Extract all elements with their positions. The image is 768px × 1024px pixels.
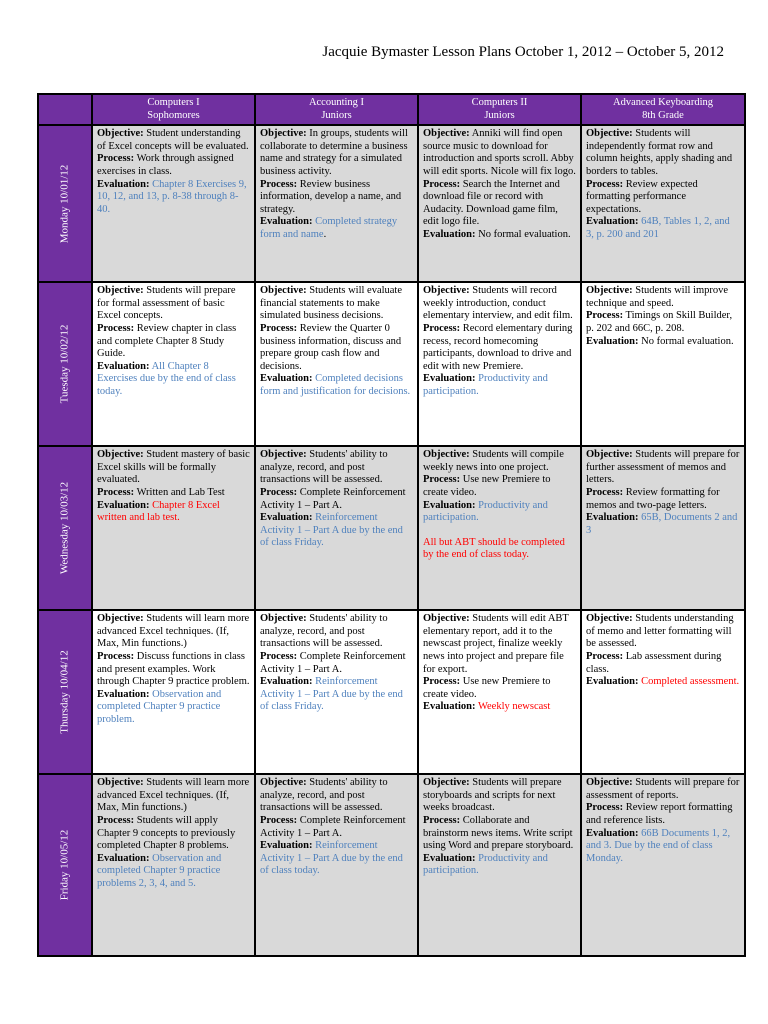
column-name: Advanced Keyboarding — [612, 97, 713, 108]
process-label: Process: — [97, 650, 135, 662]
objective-text: Students' ability to analyze, record, and post transactions will be assessed. — [260, 449, 388, 486]
day-row-thursday — [38, 610, 745, 774]
evaluation-text: Completed strategy form and name — [260, 216, 398, 240]
column-name: Computers I — [147, 97, 200, 108]
page-title: Jacquie Bymaster Lesson Plans October 1, 2012 – October 5, 2012 — [322, 44, 724, 60]
process-label: Process: — [97, 153, 135, 165]
evaluation-label: Evaluation: — [97, 852, 150, 864]
process-text: Complete Reinforcement Activity 1 – Part A. — [260, 814, 406, 839]
objective-text: Students will learn more advanced Excel techniques. (If, Max, Min functions.) — [97, 777, 250, 814]
evaluation-text: No formal evaluation. — [478, 228, 571, 240]
objective-label: Objective: — [260, 613, 307, 625]
objective-label: Objective: — [423, 285, 470, 297]
lesson-cell — [255, 610, 418, 774]
column-header-advanced-keyboarding — [581, 94, 745, 125]
evaluation-label: Evaluation: — [586, 827, 639, 839]
objective-label: Objective: — [586, 613, 633, 625]
evaluation-label: Evaluation: — [423, 701, 476, 713]
lesson-cell — [418, 774, 581, 956]
objective-text: Students' ability to analyze, record, and post transactions will be assessed. — [260, 777, 388, 814]
evaluation-label: Evaluation: — [97, 499, 150, 511]
objective-label: Objective: — [586, 128, 633, 140]
process-label: Process: — [97, 814, 135, 826]
objective-text: Students will independently format row and column heights, apply shading and borders to tables. — [586, 128, 733, 177]
objective-text: Students will evaluate financial statements to make simulated business decisions. — [260, 285, 403, 322]
objective-text: Students will prepare for formal assessment of basic Excel concepts. — [97, 285, 236, 322]
lesson-cell — [92, 774, 255, 956]
process-label: Process: — [586, 178, 624, 190]
objective-label: Objective: — [97, 128, 144, 140]
day-row-friday — [38, 774, 745, 956]
objective-text: Anniki will find open source music to download for introduction and sports scroll. Abby will edit sports. Nicole will fix logo. — [423, 128, 576, 177]
process-text: Discuss functions in class and present examples. Work through Chapter 9 practice problem. — [97, 650, 250, 688]
objective-label: Objective: — [260, 285, 307, 297]
day-row-monday — [38, 125, 745, 282]
objective-text: Students will prepare storyboards and scripts for next weeks broadcast. — [423, 777, 562, 814]
evaluation-text: All Chapter 8 Exercises due by the end of class today. — [97, 360, 236, 397]
process-label: Process: — [586, 802, 624, 814]
evaluation-label: Evaluation: — [260, 512, 313, 524]
evaluation-text: 64B, Tables 1, 2, and 3, p. 200 and 201 — [586, 216, 730, 240]
objective-label: Objective: — [586, 449, 633, 461]
objective-text: Students will prepare for further assessment of memos and letters. — [586, 449, 740, 486]
evaluation-label: Evaluation: — [586, 512, 639, 524]
evaluation-text: Reinforcement Activity 1 – Part A due by the end of class Friday. — [260, 512, 403, 549]
header-row — [38, 94, 745, 125]
process-text: Search the Internet and download file or record with Audacity. Download game film, edit logo file. — [423, 178, 560, 228]
objective-label: Objective: — [97, 777, 144, 789]
evaluation-text: Reinforcement Activity 1 – Part A due by the end of class Friday. — [260, 676, 403, 713]
column-grade: Juniors — [484, 109, 515, 121]
column-name: Computers II — [471, 97, 528, 108]
lesson-cell — [255, 446, 418, 610]
objective-text: Students will record weekly introduction, conduct elementary interview, and edit film. — [423, 285, 573, 322]
lesson-cell — [255, 282, 418, 446]
evaluation-text: Productivity and participation. — [423, 373, 548, 397]
evaluation-label: Evaluation: — [586, 216, 639, 228]
process-text: Use new Premiere to create video. — [423, 474, 551, 498]
objective-label: Objective: — [423, 449, 470, 461]
day-label: Tuesday 10/02/12 — [58, 324, 71, 404]
objective-label: Objective: — [423, 128, 470, 140]
process-label: Process: — [423, 474, 461, 486]
objective-label: Objective: — [586, 777, 633, 789]
process-text: Review business information, develop a name, and strategy. — [260, 178, 402, 215]
column-grade: Sophomores — [147, 109, 200, 121]
process-text: Complete Reinforcement Activity 1 – Part A. — [260, 650, 406, 675]
process-label: Process: — [260, 650, 298, 662]
process-label: Process: — [97, 322, 135, 334]
day-label: Wednesday 10/03/12 — [58, 482, 71, 575]
evaluation-text: Observation and completed Chapter 9 practice problem. — [97, 688, 222, 725]
objective-label: Objective: — [97, 449, 144, 461]
objective-text: Students will compile weekly news into one project. — [423, 449, 564, 473]
process-label: Process: — [260, 486, 298, 498]
process-label: Process: — [97, 486, 135, 498]
day-label-cell — [38, 125, 92, 282]
objective-text: Students will edit ABT elementary report, add it to the newscast project, finalize weekly news into project and prepare file for export. — [423, 613, 569, 675]
process-text: Timings on Skill Builder, p. 202 and 66C, p. 208. — [586, 310, 733, 334]
day-label: Monday 10/01/12 — [58, 164, 71, 243]
lesson-cell — [581, 446, 745, 610]
lesson-cell — [581, 610, 745, 774]
lesson-cell — [255, 125, 418, 282]
process-text: Record elementary during recess, record homecoming participants, download to drive and edit with new Premiere. — [423, 322, 573, 372]
process-text: Collaborate and brainstorm news items. Write script using Word and prepare storyboard. — [423, 814, 574, 852]
objective-text: Students will prepare for assessment of reports. — [586, 777, 740, 801]
process-label: Process: — [423, 178, 461, 190]
column-header-computers-2 — [418, 94, 581, 125]
evaluation-label: Evaluation: — [586, 335, 639, 347]
note-text: All but ABT should be completed by the end of class today. — [423, 536, 565, 561]
lesson-cell — [255, 774, 418, 956]
process-text: Review expected formatting performance expectations. — [586, 178, 698, 215]
process-label: Process: — [586, 650, 624, 662]
evaluation-text: 66B Documents 1, 2, and 3. Due by the end of class Monday. — [586, 827, 731, 864]
evaluation-label: Evaluation: — [423, 228, 476, 240]
evaluation-label: Evaluation: — [423, 852, 476, 864]
evaluation-text: Reinforcement Activity 1 – Part A due by the end of class today. — [260, 840, 403, 877]
day-label-cell — [38, 282, 92, 446]
evaluation-label: Evaluation: — [97, 178, 150, 190]
objective-label: Objective: — [260, 449, 307, 461]
objective-label: Objective: — [423, 777, 470, 789]
column-header-computers-1 — [92, 94, 255, 125]
evaluation-label: Evaluation: — [586, 676, 639, 688]
lesson-cell — [418, 446, 581, 610]
objective-text: Students' ability to analyze, record, and post transactions will be assessed. — [260, 613, 388, 650]
evaluation-label: Evaluation: — [423, 499, 476, 511]
evaluation-label: Evaluation: — [423, 373, 476, 385]
process-label: Process: — [423, 322, 461, 334]
lesson-cell — [581, 125, 745, 282]
evaluation-label: Evaluation: — [260, 840, 313, 852]
evaluation-label: Evaluation: — [260, 216, 313, 228]
objective-label: Objective: — [260, 128, 307, 140]
corner-cell — [38, 94, 92, 125]
process-text: Written and Lab Test — [136, 486, 225, 498]
evaluation-text: Productivity and participation. — [423, 852, 548, 877]
process-text: Work through assigned exercises in class. — [97, 153, 234, 177]
lesson-cell — [92, 446, 255, 610]
day-row-tuesday — [38, 282, 745, 446]
process-label: Process: — [423, 814, 461, 826]
lesson-cell — [92, 610, 255, 774]
evaluation-label: Evaluation: — [97, 688, 150, 700]
objective-text: Student mastery of basic Excel skills will be formally evaluated. — [97, 449, 250, 486]
objective-label: Objective: — [423, 613, 470, 625]
day-label: Friday 10/05/12 — [58, 829, 71, 901]
evaluation-text: Completed assessment. — [641, 676, 740, 688]
objective-text: Students will improve technique and speed. — [586, 285, 729, 309]
evaluation-text: Completed decisions form and justification for decisions. — [260, 373, 411, 397]
objective-text: Students understanding of memo and letter formatting will be assessed. — [586, 613, 734, 650]
lesson-cell — [92, 282, 255, 446]
lesson-cell — [418, 125, 581, 282]
lesson-cell — [418, 282, 581, 446]
evaluation-text: Weekly newscast — [477, 701, 551, 713]
evaluation-text: Observation and completed Chapter 9 practice problems 2, 3, 4, and 5. — [97, 852, 222, 889]
objective-label: Objective: — [260, 777, 307, 789]
lesson-cell — [581, 774, 745, 956]
evaluation-suffix: . — [323, 228, 327, 240]
evaluation-text: 65B, Documents 2 and 3 — [586, 512, 738, 536]
lesson-cell — [418, 610, 581, 774]
objective-label: Objective: — [97, 285, 144, 297]
column-name: Accounting I — [308, 97, 365, 108]
day-label-cell — [38, 610, 92, 774]
evaluation-text: Productivity and participation. — [423, 499, 548, 524]
objective-text: In groups, students will collaborate to determine a business name and strategy for a simulated business activity. — [260, 128, 408, 177]
lesson-cell — [92, 125, 255, 282]
evaluation-label: Evaluation: — [260, 373, 313, 385]
objective-text: Students will learn more advanced Excel techniques. (If, Max, Min functions.) — [97, 613, 250, 650]
process-text: Complete Reinforcement Activity 1 – Part A. — [260, 486, 406, 511]
day-row-wednesday — [38, 446, 745, 610]
process-text: Review the Quarter 0 business information, discuss and prepare group cash flow and decisions. — [260, 322, 402, 372]
objective-label: Objective: — [97, 613, 144, 625]
objective-label: Objective: — [586, 285, 633, 297]
process-text: Students will apply Chapter 9 concepts to previously completed Chapter 8 problems. — [97, 814, 236, 852]
lesson-plan-table — [37, 93, 746, 957]
column-header-accounting-1 — [255, 94, 418, 125]
evaluation-label: Evaluation: — [260, 676, 313, 688]
process-label: Process: — [260, 322, 298, 334]
day-label: Thursday 10/04/12 — [58, 650, 71, 734]
process-label: Process: — [586, 310, 624, 322]
lesson-cell — [581, 282, 745, 446]
day-label-cell — [38, 774, 92, 956]
process-label: Process: — [586, 486, 624, 498]
evaluation-text: No formal evaluation. — [641, 335, 734, 347]
column-grade: 8th Grade — [642, 109, 684, 121]
process-text: Use new Premiere to create video. — [423, 676, 551, 700]
process-label: Process: — [260, 178, 298, 190]
process-label: Process: — [423, 676, 461, 688]
objective-text: Student understanding of Excel concepts will be evaluated. — [97, 128, 249, 152]
evaluation-label: Evaluation: — [97, 360, 150, 372]
evaluation-text: Chapter 8 Excel written and lab test. — [97, 499, 220, 524]
process-text: Review formatting for memos and two-page letters. — [586, 486, 720, 511]
process-label: Process: — [260, 814, 298, 826]
process-text: Review report formatting and reference lists. — [586, 802, 733, 826]
process-text: Review chapter in class and complete Chapter 8 Study Guide. — [97, 322, 237, 360]
day-label-cell — [38, 446, 92, 610]
column-grade: Juniors — [321, 109, 352, 121]
process-text: Lab assessment during class. — [586, 650, 722, 675]
evaluation-text: Chapter 8 Exercises 9, 10, 12, and 13, p. 8-38 through 8-40. — [97, 178, 247, 215]
